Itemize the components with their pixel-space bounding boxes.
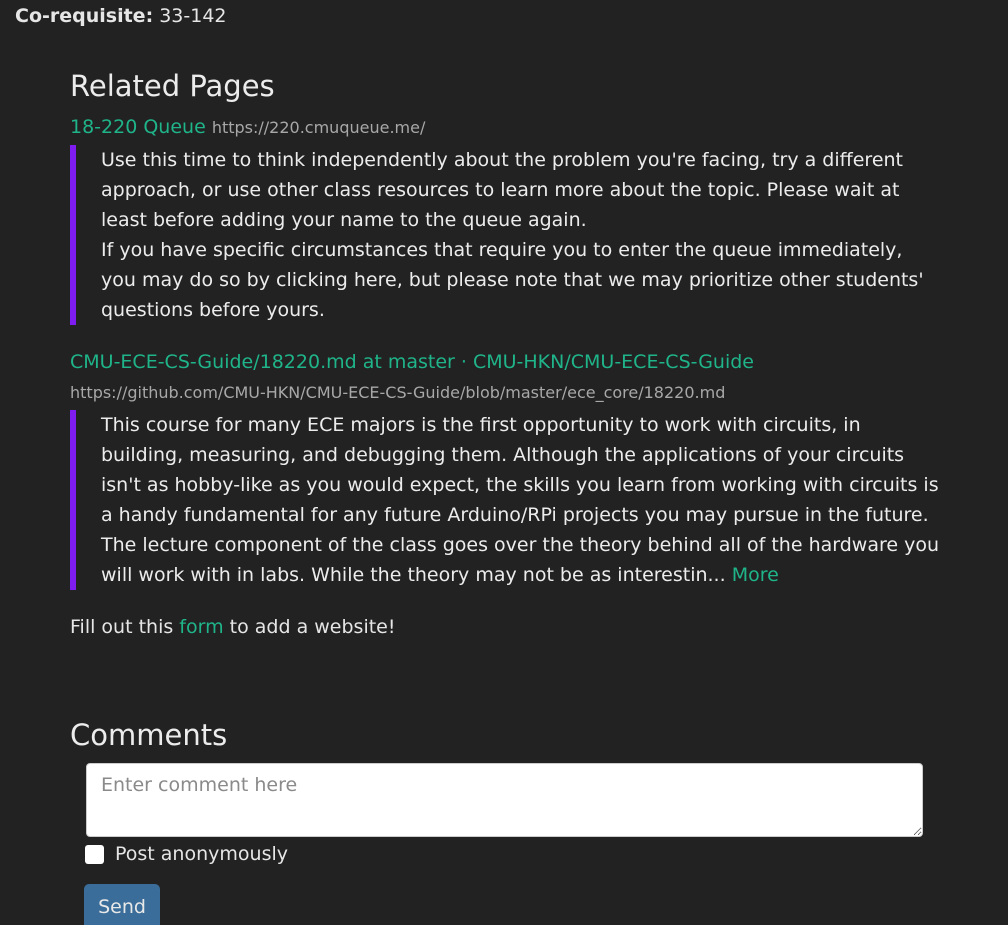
comment-input[interactable] xyxy=(86,763,923,837)
add-website-suffix: to add a website! xyxy=(223,616,396,638)
anonymous-checkbox[interactable] xyxy=(85,845,104,864)
post-anonymously-option[interactable] xyxy=(85,841,288,867)
related-link-header xyxy=(70,112,940,143)
related-link-title[interactable]: CMU-ECE-CS-Guide/18220.md at master · CMU-HKN/CMU-ECE-CS-Guide xyxy=(70,351,754,373)
excerpt-paragraph: This course for many ECE majors is the first opportunity to work with circuits, in building, measuring, and debugging them. Although the applications of your circuits isn't as hobby-like as you would expect, the skills you learn from working with circuits is a handy fundamental for any future Arduino/RPi projects you may pursue in the future. xyxy=(101,414,939,526)
related-link-title[interactable]: 18-220 Queue xyxy=(70,116,206,138)
related-link-excerpt xyxy=(70,410,940,590)
comments-title: Comments xyxy=(70,718,228,752)
add-website-prompt xyxy=(70,612,395,642)
send-button[interactable]: Send xyxy=(84,884,160,925)
excerpt-paragraph xyxy=(101,530,940,590)
add-website-prefix: Fill out this xyxy=(70,616,180,638)
form-link[interactable]: form xyxy=(179,616,224,638)
anonymous-label: Post anonymously xyxy=(115,843,288,865)
excerpt-text: The lecture component of the class goes over the theory behind all of the hardware you will work with in labs. While the theory may not be as interestin... xyxy=(101,534,940,586)
excerpt-paragraph: If you have specific circumstances that require you to enter the queue immediately, you may do so by clicking here, but please note that we may prioritize other students' questions before yours. xyxy=(101,239,924,321)
related-link-2 xyxy=(70,347,940,590)
more-link[interactable]: More xyxy=(731,564,779,586)
corequisite-value: 33-142 xyxy=(159,5,227,27)
related-link-url: https://220.cmuqueue.me/ xyxy=(211,118,426,137)
related-link-header xyxy=(70,347,940,408)
related-pages-title: Related Pages xyxy=(70,69,275,103)
related-link-1 xyxy=(70,112,940,325)
corequisite-line xyxy=(15,3,227,29)
related-link-excerpt xyxy=(70,145,940,325)
corequisite-label: Co-requisite: xyxy=(15,5,154,27)
excerpt-paragraph: Use this time to think independently about the problem you're facing, try a different approach, or use other class resources to learn more about the topic. Please wait at least before adding your name to the queue again. xyxy=(101,149,903,231)
related-link-url: https://github.com/CMU-HKN/CMU-ECE-CS-Guide/blob/master/ece_core/18220.md xyxy=(70,383,726,402)
